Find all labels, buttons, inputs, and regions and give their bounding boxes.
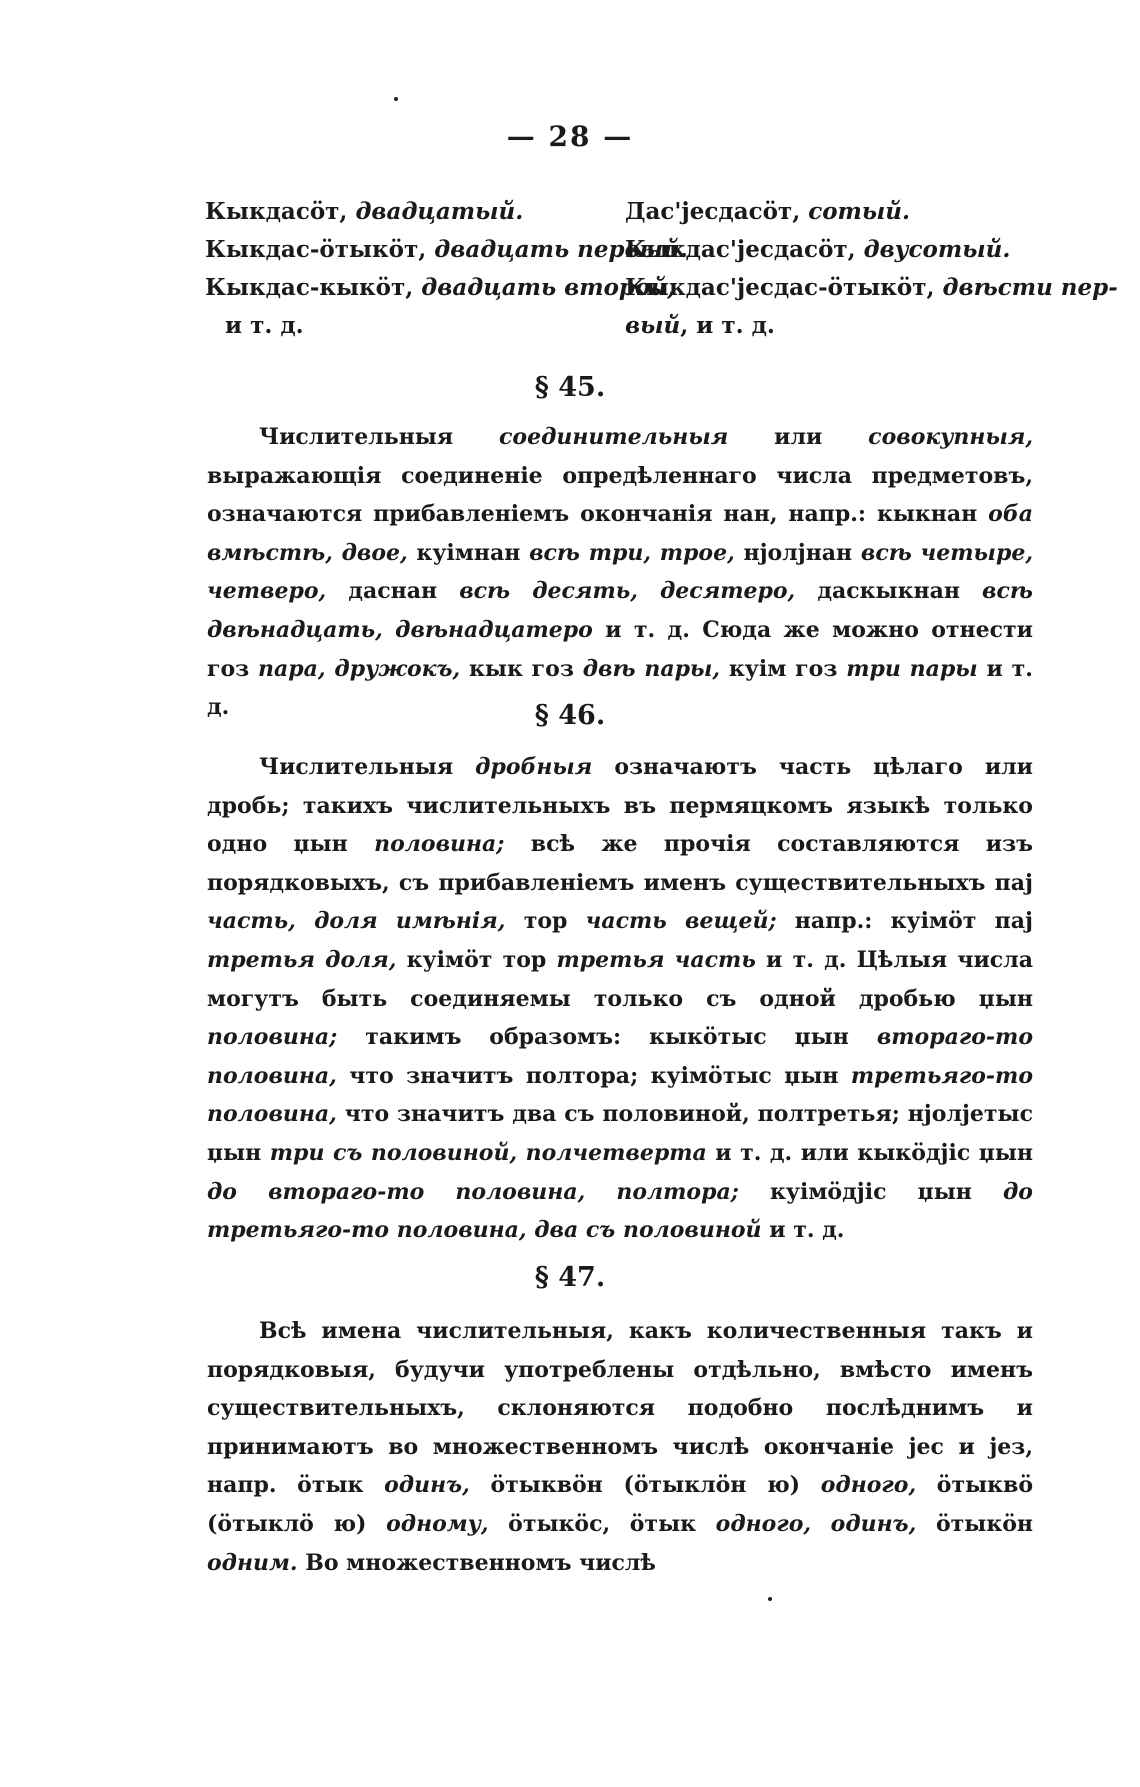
numeral-name: Дас'јесдасöт,: [625, 198, 809, 225]
numeral-translation: двѣсти пер-: [942, 274, 1118, 301]
numeral-translation: двусотый.: [863, 236, 1011, 263]
page-number: — 28 —: [506, 120, 634, 153]
numeral-continuation: и т. д.: [225, 312, 304, 339]
ink-speck: [394, 97, 398, 101]
numeral-name: Кыкдасöт,: [205, 198, 356, 225]
numeral-name: Кыкдас'јесдас-öтыкöт,: [625, 274, 943, 301]
numeral-translation: вый: [625, 312, 681, 339]
numeral-name: Кыкдас-кыкöт,: [205, 274, 422, 301]
paragraph-47: Всѣ имена числительныя, какъ количественныя такъ и порядковыя, будучи употреблены отдѣльно, вмѣсто именъ существительныхъ, склоняются подобно послѣднимъ и принимаютъ во множественномъ числѣ окончаніе јес и јез, напр. öтык одинъ, öтыквöн (öтыклöн ю) одного, öтыквö (öтыклö ю) одному, öтыкöс, öтык одного, одинъ, öтыкöн одним. Во множественномъ числѣ: [207, 1318, 1034, 1576]
numeral-continuation: , и т. д.: [680, 312, 775, 339]
numerals-row: [205, 307, 1035, 345]
numerals-row: [205, 193, 1035, 231]
numeral-translation: сотый.: [808, 198, 911, 225]
numerals-row: [205, 269, 1118, 307]
numerals-row: [205, 231, 1035, 269]
numeral-translation: двадцать второй,: [421, 274, 676, 301]
paragraph-46: Числительныя дробныя означаютъ часть цѣлаго или дробь; такихъ числительныхъ въ пермяцкомъ языкѣ только одно џын половина; всѣ же прочія составляются изъ порядковыхъ, съ прибавленіемъ именъ существительныхъ паj часть, доля имѣнія, тор часть вещей; напр.: куімöт паj третья доля, куімöт тор третья часть и т. д. Цѣлыя числа могутъ быть соединяемы только съ одной дробью џын половина; такимъ образомъ: кыкöтыс џын втораго-то половина, что значитъ полтора; куімöтыс џын третьяго-то половина, что значитъ два съ половиной, полтретья; нјолјетыс џын три съ половиной, полчетверта и т. д. или кыкöдјіс џын до втораго-то половина, полтора; куімöдјіс џын до третьяго-то половина, два съ половиной и т. д.: [207, 754, 1034, 1244]
numerals-table: [205, 193, 1118, 345]
numeral-name: Кыкдас'јесдасöт,: [625, 236, 864, 263]
paragraph-45: Числительныя соединительныя или совокупныя, выражающія соединеніе опредѣленнаго числа предметовъ, означаются прибавленіемъ окончанія нан, напр.: кыкнан оба вмѣстѣ, двое, куімнан всѣ три, трое, нјолјнан всѣ четыре, четверо, даснан всѣ десять, десятеро, даскыкнан всѣ двѣнадцать, двѣнадцатеро и т. д. Сюда же можно отнести гоз пара, дружокъ, кык гоз двѣ пары, куім гоз три пары и т. д.: [207, 424, 1033, 721]
numeral-translation: двадцатый.: [355, 198, 524, 225]
section-title-47: § 47.: [534, 1262, 606, 1293]
section-title-46: § 46.: [534, 700, 606, 731]
numeral-name: Кыкдас-öтыкöт,: [205, 236, 435, 263]
section-title-45: § 45.: [534, 372, 606, 403]
ink-speck: [768, 1597, 772, 1601]
numeral-translation: двадцать первый.: [434, 236, 688, 263]
